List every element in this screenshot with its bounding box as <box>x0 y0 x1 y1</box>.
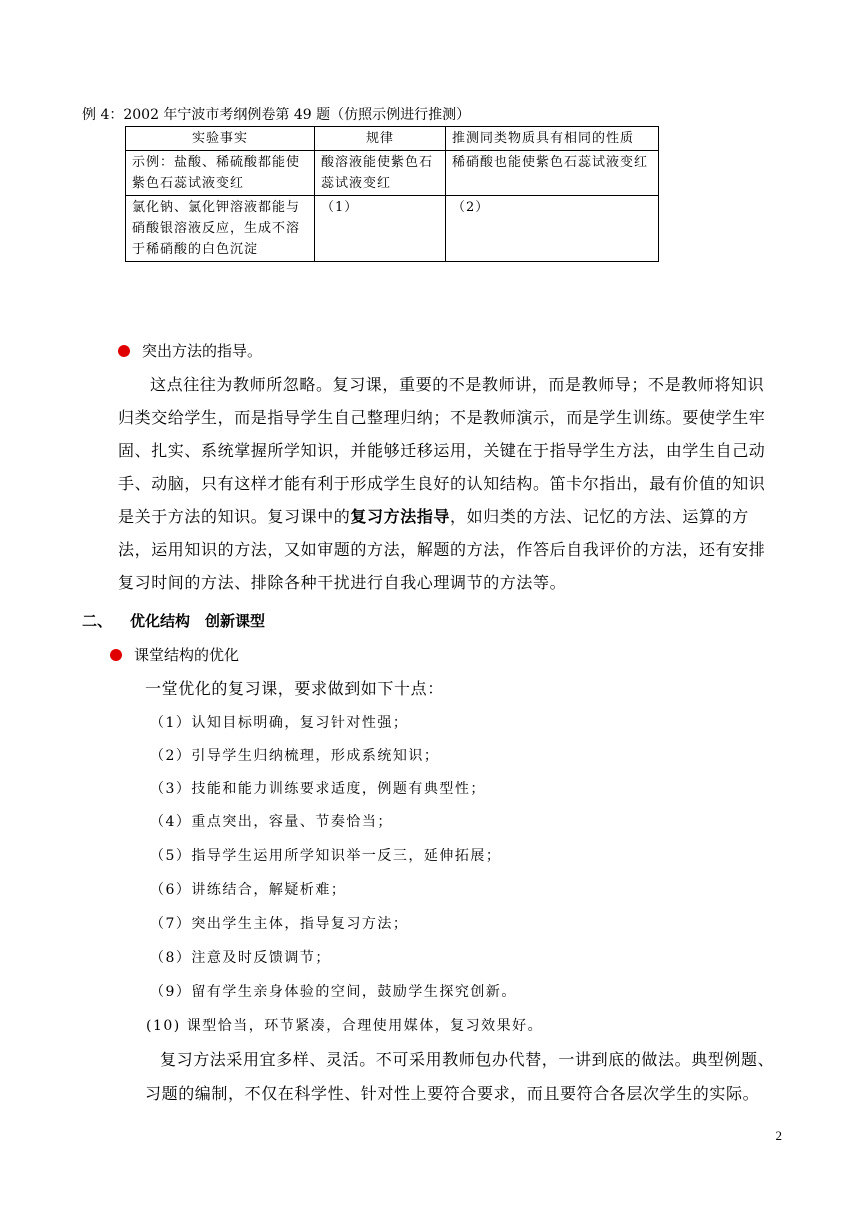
header-cell: 规律 <box>315 127 446 151</box>
page-number: 2 <box>775 1128 782 1143</box>
red-bullet-icon <box>110 649 122 661</box>
closing-line: 习题的编制，不仅在科学性、针对性上要符合要求，而且要符合各层次学生的实际。 <box>145 1084 760 1103</box>
table-cell: 示例：盐酸、稀硫酸都能使紫色石蕊试液变红 <box>126 151 315 196</box>
table-header-row <box>126 127 659 151</box>
paragraph-text-continued: ，如归类的方法、记忆的方法、运算的方法，运用知识的方法，又如审题的方法，解题的方法，作答后自我评价的方法，还有安排复习时间的方法、排除各种干扰进行自我心理调节的方法等。 <box>118 507 766 592</box>
paragraph-text: 这点往往为教师所忽略。复习课，重要的不是教师讲，而是教师导；不是教师将知识归类交给学生，而是指导学生自己整理归纳；不是教师演示，而是学生训练。要使学生牢固、扎实、系统掌握所学知识，并能够迁移运用，关键在于指导学生方法，由学生自己动手、动脑，只有这样才能有利于形成学生良好的认知结构。笛卡尔指出，最有价值的知识是关于方法的知识。复习课中的 <box>118 375 766 526</box>
table-cell: （1） <box>315 196 446 262</box>
list-item: (10) 课型恰当，环节紧凑，合理使用媒体，复习效果好。 <box>146 1018 544 1034</box>
bullet-text: 突出方法的指导。 <box>142 342 263 360</box>
list-item: （4）重点突出，容量、节奏恰当； <box>150 814 393 830</box>
experiment-table <box>125 126 659 262</box>
list-item: （9）留有学生亲身体验的空间，鼓励学生探究创新。 <box>150 984 517 1000</box>
bullet-structure <box>110 644 239 665</box>
method-paragraph <box>118 368 778 599</box>
list-intro: 一堂优化的复习课，要求做到如下十点： <box>145 679 444 698</box>
list-item: （6）讲练结合，解疑析难； <box>150 882 347 898</box>
list-item: （8）注意及时反馈调节； <box>150 950 331 966</box>
header-cell: 实验事实 <box>126 127 315 151</box>
bold-phrase: 复习方法指导 <box>350 507 451 526</box>
table-cell: （2） <box>446 196 659 262</box>
table-cell: 酸溶液能使紫色石蕊试液变红 <box>315 151 446 196</box>
section-number: 二、 <box>82 612 113 630</box>
header-cell: 推测同类物质具有相同的性质 <box>446 127 659 151</box>
section-title: 优化结构 创新课型 <box>130 612 266 630</box>
section-heading <box>82 610 265 631</box>
list-item: （5）指导学生运用所学知识举一反三，延伸拓展； <box>150 848 502 864</box>
list-item: （7）突出学生主体，指导复习方法； <box>150 916 409 932</box>
red-bullet-icon <box>118 345 130 357</box>
table-cell: 氯化钠、氯化钾溶液都能与硝酸银溶液反应，生成不溶于稀硝酸的白色沉淀 <box>126 196 315 262</box>
bullet-text: 课堂结构的优化 <box>134 646 240 664</box>
list-item: （3）技能和能力训练要求适度，例题有典型性； <box>150 781 486 797</box>
table-row <box>126 151 659 196</box>
bullet-method-guidance <box>118 340 262 361</box>
example-heading: 例 4：2002 年宁波市考纲例卷第 49 题（仿照示例进行推测） <box>82 107 471 123</box>
list-item: （2）引导学生归纳梳理，形成系统知识； <box>150 748 440 764</box>
list-item: （1）认知目标明确，复习针对性强； <box>150 715 409 731</box>
table-cell: 稀硝酸也能使紫色石蕊试液变红 <box>446 151 659 196</box>
closing-line: 复习方法采用宜多样、灵活。不可采用教师包办代替，一讲到底的做法。典型例题、 <box>160 1050 775 1069</box>
table-row <box>126 196 659 262</box>
